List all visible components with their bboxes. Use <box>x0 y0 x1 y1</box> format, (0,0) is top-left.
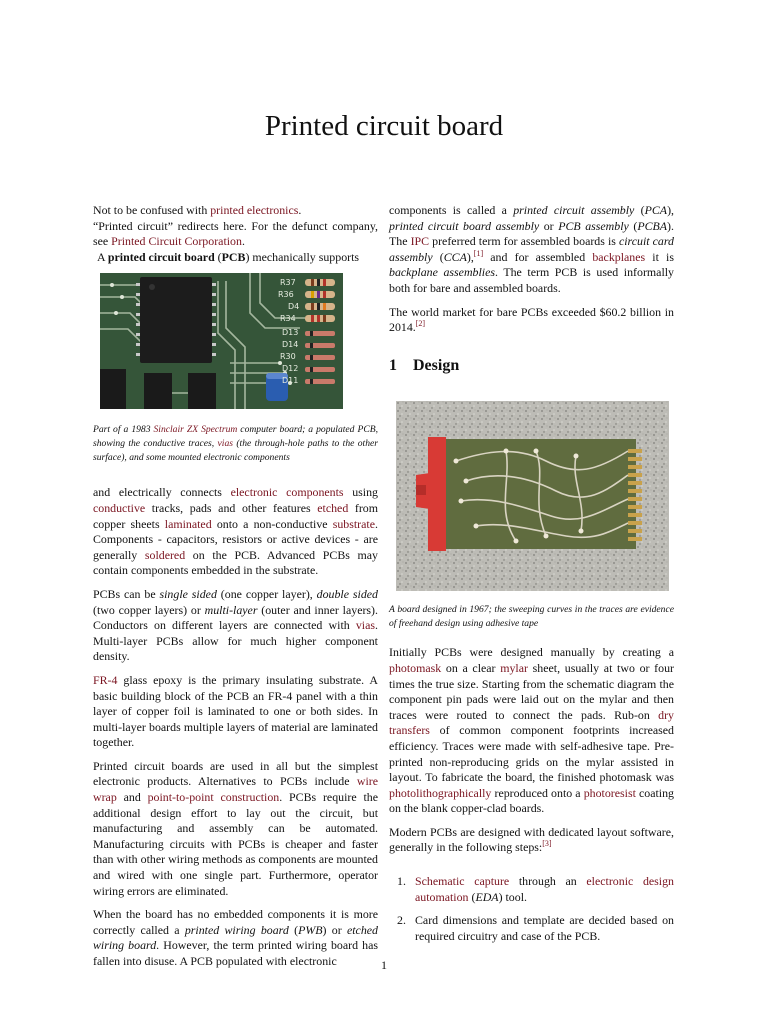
hatnote-line-2: “Printed circuit” redirects here. For the defunct company, see Printed Circuit Corporation. <box>93 218 378 249</box>
paragraph-electrical-connections: and electrically connects electronic components using conductive tracks, pads and other features etched from copper sheets laminated onto a non-conductive substrate. Components - capacitors, resistors or active devices - are generally soldered on the PCB. Advanced PCBs may contain components embedded in the substrate. <box>93 485 378 578</box>
reference-1[interactable]: [1] <box>473 248 484 258</box>
link-mylar[interactable]: mylar <box>500 660 528 675</box>
paragraph-pwb: When the board has no embedded components it is more correctly called a printed wiring board (PWB) or etched wiring board. However, the term printed wiring board has fallen into disuse. A PCB populated with electronic <box>93 907 379 968</box>
link-electronic-components[interactable]: electronic components <box>230 485 344 500</box>
hatnote-line-1: Not to be confused with printed electronics. <box>93 203 302 217</box>
link-printed-circuit-corporation[interactable]: Printed Circuit Corporation <box>111 234 242 249</box>
paragraph-layers: PCBs can be single sided (one copper layer), double sided (two copper layers) or multi-layer (outer and inner layers). Conductors on different layers are connected with vias. Multi-layer PCBs allow for much higher component density. <box>93 586 378 664</box>
reference-3[interactable]: [3] <box>542 839 552 849</box>
page-title: Printed circuit board <box>264 110 504 142</box>
list-item: 1. Schematic capture through an electronic design automation (EDA) tool. <box>397 874 674 904</box>
silkscreen-label: D4 <box>288 302 300 312</box>
silkscreen-label: R34 <box>280 314 296 324</box>
paragraph-modern-design: Modern PCBs are designed with dedicated layout software, generally in the following steps:[3] <box>389 824 674 855</box>
paragraph-manual-design: Initially PCBs were designed manually by creating a photomask on a clear mylar sheet, usually at two or four times the true size. Starting from the schematic diagram the component pin pads were laid out on the mylar and then traces were routed to connect the pads. Rub-on dry transfers of common component footprints increased efficiency. Traces were made with self-adhesive tape. Pre-printed non-reproducing grids on the mylar assisted in layout. To fabricate the board, the finished photomask was photolithographically reproduced onto a photoresist coating on the blank copper-clad boards. <box>389 645 674 816</box>
link-conductive[interactable]: conductive <box>93 500 146 515</box>
design-steps-list <box>389 874 674 944</box>
silkscreen-label: R36 <box>278 290 294 300</box>
right-column <box>389 203 674 952</box>
link-fr4[interactable]: FR-4 <box>93 672 118 687</box>
link-eda[interactable]: electronic design automation <box>415 874 674 904</box>
link-photomask[interactable]: photomask <box>389 660 442 675</box>
silkscreen-label: D14 <box>282 340 299 350</box>
hatnote <box>93 203 378 250</box>
link-vias-body[interactable]: vias <box>355 618 376 633</box>
link-wire-wrap[interactable]: wire wrap <box>93 774 378 805</box>
figure-1967-board <box>396 401 669 591</box>
paragraph-usage: Printed circuit boards are used in all but the simplest electronic products. Alternatives to PCBs include wire wrap and point-to-point construction. PCBs require the additional design effort to lay out the circuit, but manufacturing and assembly can be automated. Manufacturing circuits with PCBs is cheaper and faster than with other wiring methods as components are mounted and wired with one single part. Furthermore, operator wiring errors are eliminated. <box>93 758 378 898</box>
reference-2[interactable]: [2] <box>415 319 426 329</box>
silkscreen-label: D11 <box>282 376 299 386</box>
link-vias[interactable]: vias <box>217 438 233 450</box>
link-point-to-point[interactable]: point-to-point construction <box>147 790 280 805</box>
link-printed-electronics[interactable]: printed electronics <box>210 203 299 217</box>
link-substrate[interactable]: substrate <box>332 516 376 531</box>
figure-zx-spectrum-board <box>100 273 343 409</box>
board-1967-photo <box>396 401 669 591</box>
link-schematic-capture[interactable]: Schematic capture <box>415 874 510 889</box>
link-ipc[interactable]: IPC <box>410 234 430 249</box>
link-laminated[interactable]: laminated <box>164 516 212 531</box>
link-backplanes[interactable]: backplanes <box>592 249 646 264</box>
link-photoresist[interactable]: photoresist <box>583 785 636 800</box>
section-heading-design <box>389 358 674 374</box>
paragraph-assembly-terms: components is called a printed circuit assembly (PCA), printed circuit board assembly or PCB assembly (PCBA). The IPC preferred term for assembled boards is circuit card assembly (CCA),[1] and for assembled backplanes it is backplane assemblies. The term PCB is used informally both for bare and assembled boards. <box>389 203 674 295</box>
section-number: 1 <box>389 356 397 374</box>
page-number: 1 <box>381 958 387 972</box>
link-dry-transfers[interactable]: dry transfers <box>389 707 674 738</box>
figure2-caption: A board designed in 1967; the sweeping curves in the traces are evidence of freehand design using adhesive tape <box>389 604 674 630</box>
pcb-photo <box>100 273 343 409</box>
figure1-caption: Part of a 1983 Sinclair ZX Spectrum computer board; a populated PCB, showing the conductive traces, vias (the through-hole paths to the other surface), and some mounted electronic components <box>93 424 378 464</box>
link-photolithographically[interactable]: photolithographically <box>389 785 492 800</box>
intro-sentence: A printed circuit board (PCB) mechanically supports <box>97 249 360 264</box>
paragraph-world-market: The world market for bare PCBs exceeded $60.2 billion in 2014.[2] <box>389 304 674 335</box>
left-column <box>93 203 378 978</box>
section-title: Design <box>413 356 460 374</box>
silkscreen-label: R30 <box>280 352 296 362</box>
link-soldered[interactable]: soldered <box>144 547 186 562</box>
link-sinclair-zx-spectrum[interactable]: Sinclair ZX Spectrum <box>153 424 238 436</box>
link-etched[interactable]: etched <box>317 500 349 515</box>
silkscreen-label: D13 <box>282 328 299 338</box>
silkscreen-label: D12 <box>282 364 299 374</box>
silkscreen-label: R37 <box>280 278 296 288</box>
list-item: 2. Card dimensions and template are decided based on required circuitry and case of the PCB. <box>397 913 674 943</box>
paragraph-fr4: FR-4 glass epoxy is the primary insulating substrate. A basic building block of the PCB an FR-4 panel with a thin layer of copper foil is laminated to one or both sides. In multi-layer boards multiple layers of material are laminated together. <box>93 672 378 750</box>
